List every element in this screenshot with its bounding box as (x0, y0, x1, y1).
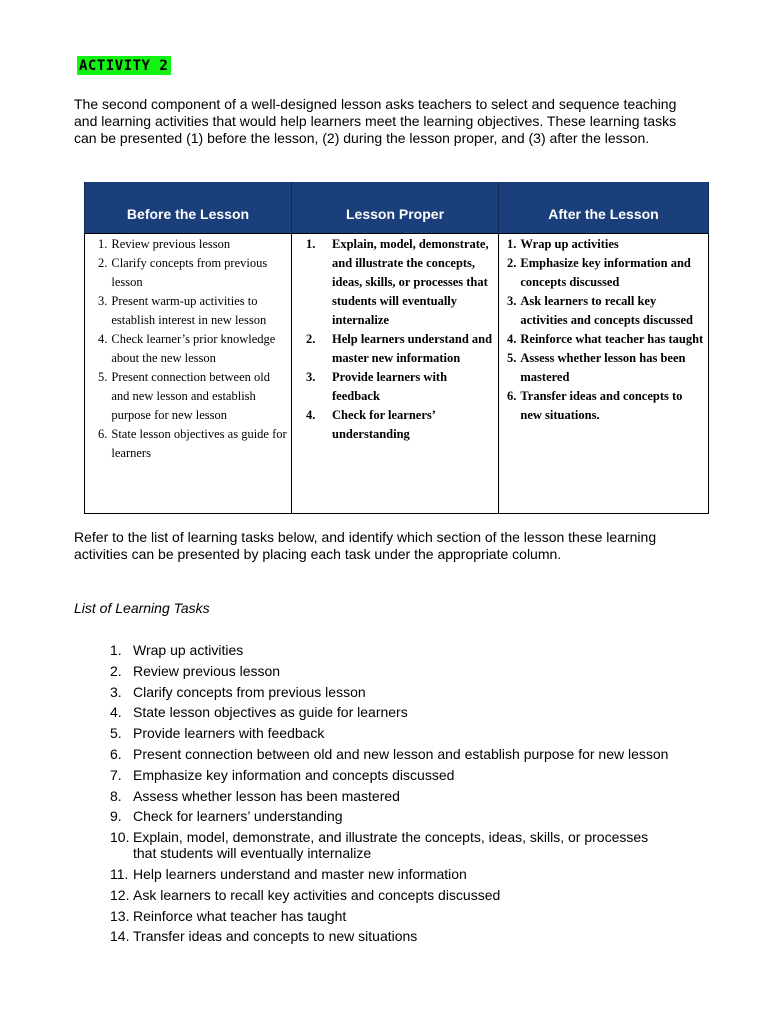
task-item (110, 866, 670, 882)
table-list-item (503, 349, 705, 387)
lesson-proper-list (296, 235, 495, 444)
item-number: 4. (98, 332, 108, 346)
task-number: 1. (110, 642, 122, 658)
item-text: Wrap up activities (520, 237, 619, 251)
table-list-item (503, 292, 705, 330)
task-number: 13. (110, 907, 130, 924)
before-lesson-list (89, 235, 288, 463)
item-text: Present warm-up activities to establish interest in new lesson (111, 294, 267, 327)
task-text: State lesson objectives as guide for learners (133, 704, 408, 721)
table-list-item (503, 235, 705, 254)
item-text: Provide learners with feedback (332, 370, 448, 403)
item-number: 4. (306, 408, 316, 422)
table-list-item (503, 330, 705, 349)
item-text: State lesson objectives as guide for learners (111, 427, 287, 460)
task-text: Check for learners’ understanding (133, 808, 343, 825)
item-number: 3. (306, 370, 316, 384)
item-number: 3. (98, 294, 108, 308)
table-list-item (503, 387, 705, 425)
item-number: 6. (98, 427, 108, 441)
item-text: Assess whether lesson has been mastered (520, 351, 686, 384)
task-item (110, 767, 670, 783)
lesson-sections-table (84, 182, 709, 514)
table-list-item (89, 254, 288, 292)
table-header-row (85, 182, 709, 234)
item-number: 4. (507, 332, 517, 346)
item-number: 6. (507, 389, 517, 403)
task-number: 10. (110, 829, 130, 846)
task-text: Provide learners with feedback (133, 725, 325, 742)
item-number: 2. (507, 256, 517, 270)
item-number: 2. (306, 332, 316, 346)
task-number: 5. (110, 725, 122, 742)
task-text: Present connection between old and new lesson and establish purpose for new lesson (133, 745, 669, 762)
table-list-item (503, 254, 705, 292)
task-item (110, 663, 670, 679)
table-list-item (89, 425, 288, 463)
task-item (110, 642, 670, 658)
task-text: Help learners understand and master new information (133, 865, 467, 882)
task-item (110, 704, 670, 720)
item-text: Review previous lesson (111, 237, 231, 251)
intro-paragraph: The second component of a well-designed lesson asks teachers to select and sequence teaching and learning activities that would help learners meet the learning objectives. These learning tasks can be presented (1) before the lesson, (2) during the lesson proper, and (3) after the lesson. (74, 96, 677, 146)
table-list-item (296, 406, 495, 444)
table-list-item (296, 368, 495, 406)
task-item (110, 808, 670, 824)
table-list-item (296, 235, 495, 330)
item-text: Check learner’s prior knowledge about the new lesson (111, 332, 276, 365)
item-number: 2. (98, 256, 108, 270)
after-lesson-cell (499, 234, 709, 514)
table-list-item (296, 330, 495, 368)
list-title: List of Learning Tasks (74, 600, 210, 616)
header-before-lesson: Before the Lesson (85, 182, 292, 234)
table-list-item (89, 368, 288, 425)
task-item (110, 829, 670, 861)
task-item (110, 788, 670, 804)
item-text: Clarify concepts from previous lesson (111, 256, 268, 289)
before-lesson-cell (85, 234, 292, 514)
item-text: Transfer ideas and concepts to new situations. (520, 389, 683, 422)
item-text: Explain, model, demonstrate, and illustrate the concepts, ideas, skills, or processes that students will eventually internalize (332, 237, 489, 327)
item-text: Ask learners to recall key activities and concepts discussed (520, 294, 693, 327)
task-item (110, 684, 670, 700)
task-number: 8. (110, 787, 122, 804)
task-number: 12. (110, 886, 130, 903)
task-number: 6. (110, 745, 122, 762)
task-text: Emphasize key information and concepts discussed (133, 766, 455, 783)
item-text: Reinforce what teacher has taught (520, 332, 704, 346)
header-lesson-proper: Lesson Proper (292, 182, 499, 234)
task-number: 11. (110, 865, 129, 882)
item-text: Present connection between old and new lesson and establish purpose for new lesson (111, 370, 271, 422)
item-number: 3. (507, 294, 517, 308)
header-after-lesson: After the Lesson (499, 182, 709, 234)
task-text: Review previous lesson (133, 662, 281, 679)
item-text: Check for learners’ understanding (332, 408, 435, 441)
item-number: 1. (306, 237, 316, 251)
task-number: 7. (110, 766, 122, 783)
task-text: Transfer ideas and concepts to new situations (133, 928, 418, 945)
task-text: Explain, model, demonstrate, and illustrate the concepts, ideas, skills, or processes that students will eventually internalize (133, 829, 649, 862)
task-item (110, 746, 670, 762)
item-number: 1. (507, 237, 517, 251)
table-list-item (89, 292, 288, 330)
task-number: 9. (110, 808, 122, 825)
task-number: 2. (110, 662, 122, 679)
instructions-paragraph: Refer to the list of learning tasks below, and identify which section of the lesson these learning activities can be presented by placing each task under the appropriate column. (74, 529, 657, 562)
task-item (110, 887, 670, 903)
task-number: 4. (110, 704, 122, 721)
learning-tasks-list (110, 642, 670, 949)
lesson-proper-cell (292, 234, 499, 514)
task-item (110, 725, 670, 741)
task-text: Reinforce what teacher has taught (133, 907, 347, 924)
item-number: 5. (507, 351, 517, 365)
task-number: 14. (110, 928, 130, 945)
task-text: Assess whether lesson has been mastered (133, 787, 400, 804)
item-text: Help learners understand and master new information (332, 332, 493, 365)
item-number: 5. (98, 370, 108, 384)
task-item (110, 908, 670, 924)
task-item (110, 928, 670, 944)
item-number: 1. (98, 237, 108, 251)
activity-heading: ACTIVITY 2 (77, 56, 171, 75)
task-text: Wrap up activities (133, 642, 244, 658)
task-number: 3. (110, 683, 122, 700)
item-text: Emphasize key information and concepts discussed (520, 256, 691, 289)
task-text: Ask learners to recall key activities and concepts discussed (133, 886, 501, 903)
task-text: Clarify concepts from previous lesson (133, 683, 366, 700)
table-list-item (89, 235, 288, 254)
table-list-item (89, 330, 288, 368)
table-body-row (85, 234, 709, 514)
after-lesson-list (503, 235, 705, 425)
